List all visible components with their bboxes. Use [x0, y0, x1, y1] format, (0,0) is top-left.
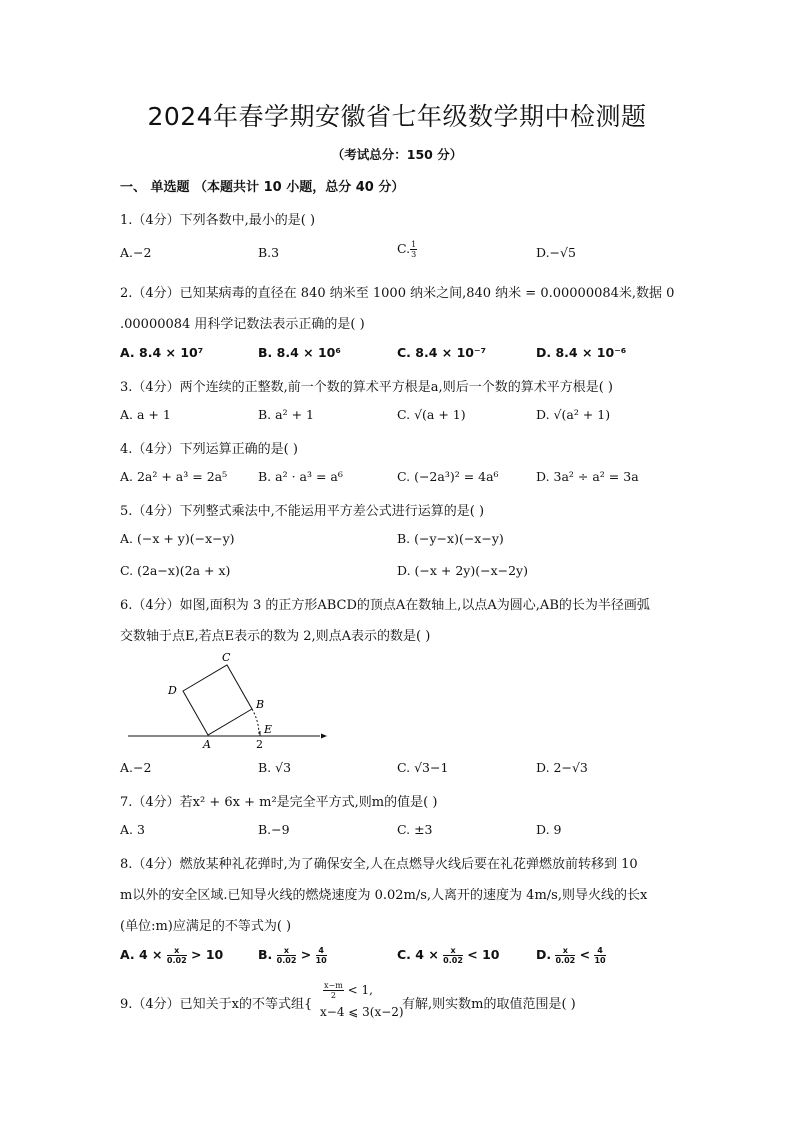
q8-c-den: 0.02 — [443, 956, 463, 965]
point-e-label: E — [264, 723, 273, 736]
q8-b-num2: 4 — [316, 946, 327, 956]
question-1-stem: 1.（4分）下列各数中,最小的是( ) — [120, 213, 316, 228]
q8-a-suffix: > 10 — [191, 947, 224, 962]
q8-b-prefix: B. — [258, 947, 273, 962]
q4-option-b: B. a² · a³ = a⁶ — [258, 469, 343, 484]
q9-sys1-num: x−m — [324, 981, 343, 990]
q1-option-c — [397, 240, 417, 259]
q8-a-num: x — [167, 946, 187, 956]
q8-option-a — [120, 946, 223, 965]
radius-arc — [252, 709, 259, 736]
q8-d-den2: 10 — [594, 956, 606, 965]
q3-option-b: B. a² + 1 — [258, 407, 314, 422]
q8-option-d — [536, 946, 606, 965]
q8-a-den: 0.02 — [166, 956, 187, 965]
q6-option-c: C. √3−1 — [397, 760, 449, 775]
q8-d-prefix: D. — [536, 947, 552, 962]
q8-c-prefix: C. 4 × — [397, 947, 439, 962]
q8-b-operator: > — [300, 947, 312, 962]
q7-option-b: B.−9 — [258, 822, 290, 837]
q2-option-b: B. 8.4 × 10⁶ — [258, 345, 341, 360]
q5-option-c: C. (2a−x)(2a + x) — [120, 563, 231, 578]
exam-total-score: （考试总分：150 分） — [331, 147, 463, 162]
question-9-stem-prefix: 9.（4分）已知关于x的不等式组{ — [120, 997, 313, 1012]
point-d-label: D — [168, 684, 177, 697]
q6-option-a: A.−2 — [120, 760, 152, 775]
question-8-line1: 8.（4分）燃放某种礼花弹时,为了确保安全,人在点燃导火线后要在礼花弹燃放前转移到 10 — [120, 857, 638, 872]
q9-sys1-suffix: < 1, — [347, 983, 373, 997]
q3-option-c: C. √(a + 1) — [397, 407, 466, 422]
q2-option-a: A. 8.4 × 10⁷ — [120, 345, 204, 360]
q1-c-numerator: 1 — [411, 240, 417, 249]
question-6-line2: 交数轴于点E,若点E表示的数为 2,则点A表示的数是( ) — [120, 629, 431, 644]
square-number-line-figure — [120, 645, 330, 753]
number-line-arrow — [321, 734, 327, 739]
q8-option-b — [258, 946, 327, 965]
q8-c-suffix: < 10 — [467, 947, 500, 962]
q8-c-num: x — [443, 946, 463, 956]
question-2-line1: 2.（4分）已知某病毒的直径在 840 纳米至 1000 纳米之间,840 纳米 = 0.00000084米,数据 0 — [120, 286, 675, 301]
q8-a-prefix: A. 4 × — [120, 947, 163, 962]
point-a-label: A — [203, 738, 211, 751]
q7-option-c: C. ±3 — [397, 822, 433, 837]
q6-option-b: B. √3 — [258, 760, 292, 775]
question-4-stem: 4.（4分）下列运算正确的是( ) — [120, 442, 298, 457]
square-abcd — [183, 665, 252, 735]
q8-d-den: 0.02 — [555, 956, 576, 965]
q1-c-denominator: 3 — [411, 250, 417, 259]
q1-option-d: D.−√5 — [536, 245, 576, 260]
q7-option-d: D. 9 — [536, 822, 562, 837]
q8-d-num: x — [555, 946, 575, 956]
q1-option-c-label: C. — [397, 241, 411, 256]
q9-system-line1 — [323, 981, 373, 1000]
question-2-line2: .00000084 用科学记数法表示正确的是( ) — [120, 317, 365, 332]
q8-d-num2: 4 — [594, 946, 605, 956]
q4-option-c: C. (−2a³)² = 4a⁶ — [397, 469, 499, 484]
q8-d-operator: < — [579, 947, 591, 962]
question-6-line1: 6.（4分）如图,面积为 3 的正方形ABCD的顶点A在数轴上,以点A为圆心,AB的长为半径画弧 — [120, 598, 650, 613]
q2-option-c: C. 8.4 × 10⁻⁷ — [397, 345, 487, 360]
q4-option-d: D. 3a² ÷ a² = 3a — [536, 469, 639, 484]
q3-option-d: D. √(a² + 1) — [536, 407, 611, 422]
q9-system-line2: x−4 ⩽ 3(x−2) — [320, 1005, 404, 1019]
q6-option-d: D. 2−√3 — [536, 760, 588, 775]
page-title: 2024年春学期安徽省七年级数学期中检测题 — [147, 102, 647, 131]
q8-option-c — [397, 946, 500, 965]
q8-b-num: x — [277, 946, 297, 956]
q8-b-den: 0.02 — [276, 956, 297, 965]
q1-option-b: B.3 — [258, 245, 280, 260]
question-7-stem: 7.（4分）若x² + 6x + m²是完全平方式,则m的值是( ) — [120, 795, 438, 810]
q3-option-a: A. a + 1 — [120, 407, 171, 422]
tick-label-2: 2 — [256, 738, 263, 751]
section-heading: 一、 单选题 （本题共计 10 小题，总分 40 分） — [120, 180, 405, 195]
q5-option-a: A. (−x + y)(−x−y) — [120, 531, 235, 546]
q5-option-d: D. (−x + 2y)(−x−2y) — [397, 563, 528, 578]
q8-b-den2: 10 — [315, 956, 327, 965]
q2-option-d: D. 8.4 × 10⁻⁶ — [536, 345, 627, 360]
point-c-label: C — [222, 651, 231, 664]
q5-option-b: B. (−y−x)(−x−y) — [397, 531, 504, 546]
q9-sys1-den: 2 — [330, 991, 336, 1000]
question-8-line2: m以外的安全区域.已知导火线的燃烧速度为 0.02m/s,人离开的速度为 4m/s,则导火线的长x — [120, 888, 648, 903]
question-8-line3: (单位:m)应满足的不等式为( ) — [120, 919, 292, 934]
point-b-label: B — [256, 698, 265, 711]
q7-option-a: A. 3 — [120, 822, 145, 837]
q1-option-a: A.−2 — [120, 245, 152, 260]
question-3-stem: 3.（4分）两个连续的正整数,前一个数的算术平方根是a,则后一个数的算术平方根是( ) — [120, 380, 613, 395]
question-5-stem: 5.（4分）下列整式乘法中,不能运用平方差公式进行运算的是( ) — [120, 504, 485, 519]
q4-option-a: A. 2a² + a³ = 2a⁵ — [120, 469, 228, 484]
question-9-stem-suffix: 有解,则实数m的取值范围是( ) — [402, 997, 576, 1012]
